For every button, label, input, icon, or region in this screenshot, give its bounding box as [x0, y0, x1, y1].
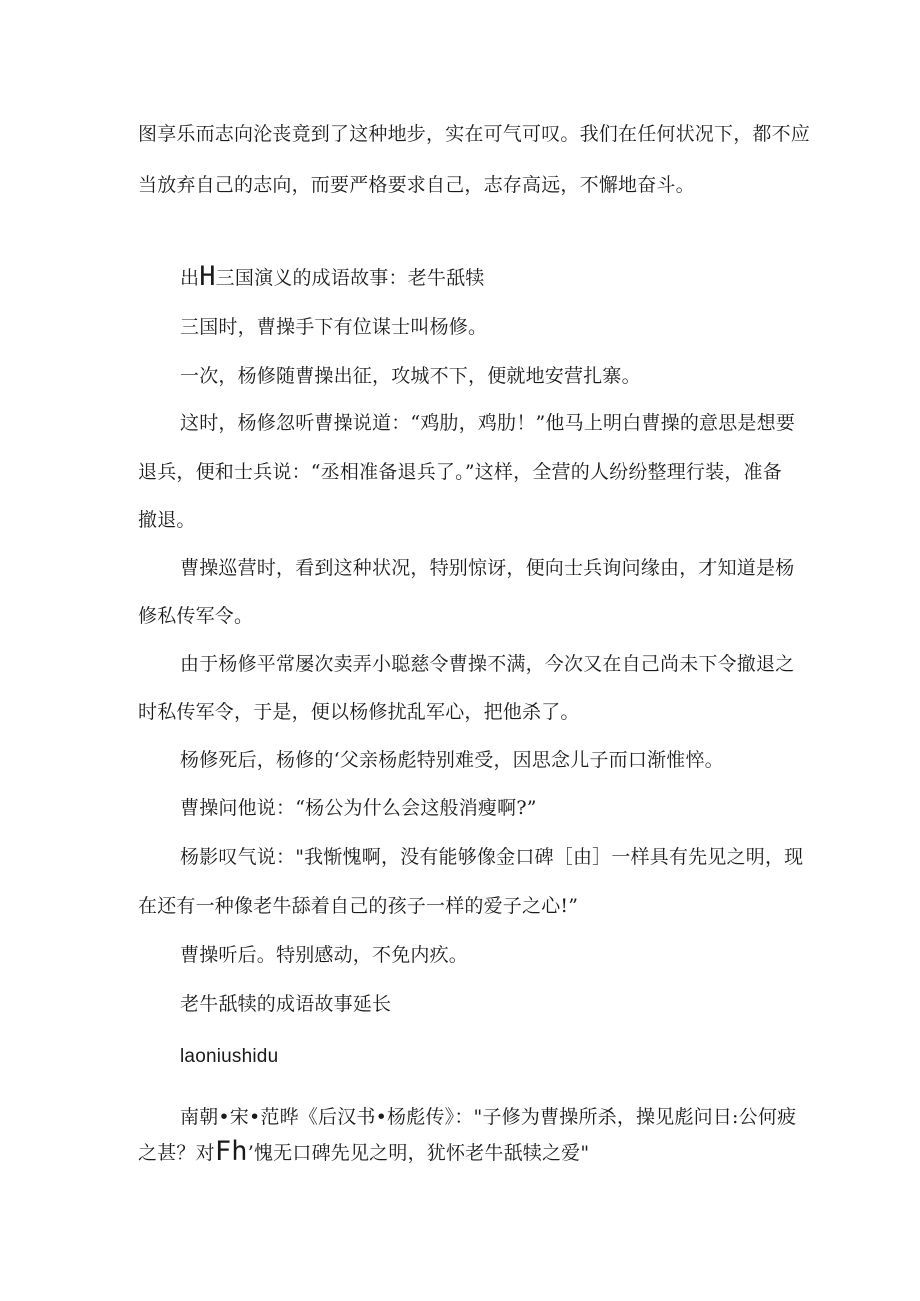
story-paragraph-5-line-2: 时私传军令，于是，便以杨修扰乱军心，把他杀了。: [138, 701, 580, 723]
story-paragraph-4-line-2: 修私传军令。: [138, 605, 254, 627]
intro-line-2: 当放弃自己的志向，而要严格要求自己，志存高远，不懈地奋斗。: [138, 174, 695, 196]
heading-prefix: 出: [180, 267, 200, 289]
story-paragraph-3-line-3: 撤退。: [138, 509, 196, 531]
story-paragraph-8-line-2: 在还有一种像老牛舔着自己的孩子一样的爱子之心!”: [138, 895, 579, 917]
story-paragraph-1: 三国时，曹操手下有位谋士叫杨修。: [180, 316, 488, 338]
extension-pinyin: laoniushidu: [180, 1046, 279, 1067]
story-paragraph-3-line-2: 退兵，便和士兵说：“丞相准备退兵了。”这样，全营的人纷纷整理行装，准备: [138, 461, 782, 483]
source-quote-line-2: [138, 1136, 590, 1167]
story-paragraph-8-line-1: 杨影叹气说："我惭愧啊，没有能够像金口碑［由］一样具有先见之明，现: [180, 846, 804, 868]
source-quote-big-letters: Fh: [214, 1136, 248, 1167]
story-paragraph-9: 曹操听后。特别感动，不免内疚。: [180, 944, 469, 966]
story-paragraph-4-line-1: 曹操巡营时，看到这种状况，特别惊讶，便向士兵询问缘由，才知道是杨: [180, 557, 795, 579]
heading-rest: 三国演义的成语故事：老牛舐犊: [215, 267, 485, 289]
story-paragraph-3-line-1: 这时，杨修忽听曹操说道：“鸡肋，鸡肋！”他马上明白曹操的意思是想要: [180, 412, 796, 434]
source-quote-line-1: 南朝•宋•范晔《后汉书•杨彪传》："子修为曹操所杀，操见彪问日:公何疲: [180, 1106, 797, 1128]
story-paragraph-2: 一次，杨修随曹操出征，攻城不下，便就地安营扎寨。: [180, 365, 641, 387]
source-quote-part-b: ’愧无口碑先见之明，犹怀老牛舐犊之爱": [247, 1142, 590, 1164]
extension-title: 老牛舐犊的成语故事延长: [180, 993, 392, 1015]
section-heading: [180, 261, 485, 292]
intro-line-1: 图享乐而志向沦丧竟到了这种地步，实在可气可叹。我们在任何状况下，都不应: [138, 123, 811, 145]
story-paragraph-6: 杨修死后，杨修的‘父亲杨彪特别难受，因思念儿子而口渐惟悴。: [180, 749, 724, 771]
heading-big-letter: H: [199, 261, 216, 292]
story-paragraph-7: 曹操问他说：“杨公为什么会这般消瘦啊?”: [180, 797, 537, 819]
story-paragraph-5-line-1: 由于杨修平常屡次卖弄小聪慈令曹操不满，今次又在自己尚未下令撤退之: [180, 653, 795, 675]
source-quote-part-a: 之甚？对: [138, 1142, 215, 1164]
